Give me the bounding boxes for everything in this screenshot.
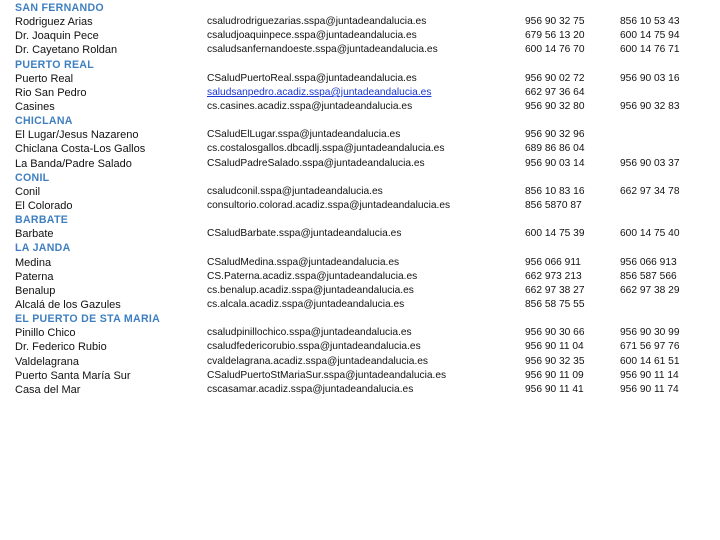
center-phone-primary: 856 5870 87 — [525, 199, 582, 211]
section-header — [0, 241, 720, 255]
table-row — [0, 100, 720, 114]
table-row — [0, 298, 720, 312]
section-header — [0, 213, 720, 227]
center-name: Casines — [15, 100, 55, 113]
center-phone-primary: 956 90 02 72 — [525, 72, 585, 84]
center-phone-secondary: 600 14 61 51 — [620, 355, 680, 367]
center-email: cs.alcala.acadiz.sspa@juntadeandalucia.es — [207, 298, 405, 310]
center-email: cscasamar.acadiz.sspa@juntadeandalucia.es — [207, 383, 414, 395]
center-phone-primary: 956 066 911 — [525, 256, 581, 268]
section-title: EL PUERTO DE STA MARIA — [15, 313, 161, 326]
center-name: Medina — [15, 256, 52, 269]
center-phone-primary: 956 90 32 80 — [525, 100, 585, 112]
table-row — [0, 227, 720, 241]
center-name: Valdelagrana — [15, 355, 80, 368]
center-email: CS.Paterna.acadiz.sspa@juntadeandalucia.es — [207, 270, 418, 282]
center-email: csaludsanfernandoeste.sspa@juntadeandalucia.es — [207, 44, 438, 56]
center-phone-primary: 600 14 76 70 — [525, 44, 585, 56]
table-row — [0, 355, 720, 369]
center-phone-primary: 679 56 13 20 — [525, 30, 585, 42]
section-title: LA JANDA — [15, 242, 71, 255]
section-header — [0, 58, 720, 72]
center-name: Paterna — [15, 270, 54, 283]
center-email: CSaludMedina.sspa@juntadeandalucia.es — [207, 256, 400, 268]
table-row — [0, 142, 720, 156]
table-row — [0, 256, 720, 270]
center-phone-primary: 956 90 11 09 — [525, 369, 584, 381]
center-name: Rodriguez Arias — [15, 16, 93, 29]
center-email: CSaludPuertoReal.sspa@juntadeandalucia.es — [207, 72, 417, 84]
center-name: Chiclana Costa-Los Gallos — [15, 143, 146, 156]
center-phone-primary: 600 14 75 39 — [525, 228, 585, 240]
center-email: cvaldelagrana.acadiz.sspa@juntadeandalucia.es — [207, 355, 429, 367]
center-email: csaludjoaquinpece.sspa@juntadeandalucia.es — [207, 30, 417, 42]
center-phone-primary: 662 973 213 — [525, 270, 582, 282]
section-header — [0, 312, 720, 326]
center-phone-secondary: 956 90 11 74 — [620, 383, 679, 395]
center-phone-secondary: 600 14 76 71 — [620, 44, 680, 56]
center-phone-secondary: 671 56 97 76 — [620, 341, 680, 353]
center-phone-secondary: 956 90 11 14 — [620, 369, 679, 381]
center-name: Conil — [15, 185, 41, 198]
center-name: Benalup — [15, 284, 56, 297]
table-row — [0, 29, 720, 43]
center-phone-secondary: 956 90 32 83 — [620, 100, 680, 112]
table-row — [0, 185, 720, 199]
center-name: Puerto Santa María Sur — [15, 369, 131, 382]
table-row — [0, 270, 720, 284]
table-row — [0, 157, 720, 171]
section-title: BARBATE — [15, 214, 69, 227]
center-email: csaludpinillochico.sspa@juntadeandalucia.es — [207, 327, 412, 339]
center-name: Dr. Joaquin Pece — [15, 30, 99, 43]
center-phone-secondary: 856 587 566 — [620, 270, 677, 282]
section-title: PUERTO REAL — [15, 58, 95, 71]
center-phone-primary: 856 10 83 16 — [525, 185, 585, 197]
section-title: CHICLANA — [15, 115, 73, 128]
table-row — [0, 284, 720, 298]
center-phone-primary: 956 90 32 96 — [525, 129, 585, 141]
table-row — [0, 72, 720, 86]
center-name: Dr. Federico Rubio — [15, 341, 107, 354]
center-phone-secondary: 662 97 34 78 — [620, 185, 680, 197]
center-phone-secondary: 956 066 913 — [620, 256, 677, 268]
center-phone-secondary: 956 90 03 16 — [620, 72, 680, 84]
center-email-link[interactable]: saludsanpedro.acadiz.sspa@juntadeandalucia.es — [207, 86, 432, 98]
center-email: csaludconil.sspa@juntadeandalucia.es — [207, 185, 383, 197]
table-row — [0, 128, 720, 142]
center-phone-primary: 956 90 32 35 — [525, 355, 585, 367]
section-title: SAN FERNANDO — [15, 2, 104, 14]
center-phone-primary: 956 90 30 66 — [525, 327, 585, 339]
center-phone-primary: 956 90 03 14 — [525, 157, 585, 169]
center-email: consultorio.colorad.acadiz.sspa@juntadeandalucia.es — [207, 199, 451, 211]
table-row — [0, 369, 720, 383]
section-title: CONIL — [15, 171, 50, 184]
center-name: Pinillo Chico — [15, 327, 76, 340]
center-phone-primary: 856 58 75 55 — [525, 298, 585, 310]
center-phone-secondary: 600 14 75 94 — [620, 30, 680, 42]
center-name: El Lugar/Jesus Nazareno — [15, 129, 139, 142]
center-email: csaludfedericorubio.sspa@juntadeandalucia.es — [207, 341, 421, 353]
table-row — [0, 15, 720, 29]
center-email: CSaludPadreSalado.sspa@juntadeandalucia.es — [207, 157, 425, 169]
section-header — [0, 114, 720, 128]
table-row — [0, 340, 720, 354]
center-name: Puerto Real — [15, 72, 74, 85]
table-row — [0, 326, 720, 340]
center-name: La Banda/Padre Salado — [15, 157, 132, 170]
center-name: El Colorado — [15, 199, 73, 212]
center-name: Barbate — [15, 228, 54, 241]
center-email: cs.benalup.acadiz.sspa@juntadeandalucia.es — [207, 284, 414, 296]
center-name: Alcalá de los Gazules — [15, 298, 121, 311]
center-phone-primary: 956 90 11 41 — [525, 383, 584, 395]
table-row — [0, 199, 720, 213]
center-name: Rio San Pedro — [15, 86, 87, 99]
center-phone-primary: 689 86 86 04 — [525, 143, 585, 155]
section-header — [0, 1, 720, 15]
center-email: cs.casines.acadiz.sspa@juntadeandalucia.es — [207, 100, 413, 112]
table-row — [0, 383, 720, 397]
center-phone-secondary: 956 90 03 37 — [620, 157, 680, 169]
health-center-directory — [0, 1, 720, 397]
center-email: CSaludElLugar.sspa@juntadeandalucia.es — [207, 129, 401, 141]
center-phone-secondary: 956 90 30 99 — [620, 327, 680, 339]
center-email: csaludrodriguezarias.sspa@juntadeandalucia.es — [207, 16, 427, 28]
center-phone-primary: 956 90 32 75 — [525, 16, 585, 28]
center-name: Dr. Cayetano Roldan — [15, 44, 118, 57]
center-phone-primary: 956 90 11 04 — [525, 341, 584, 353]
center-phone-primary: 662 97 36 64 — [525, 86, 585, 98]
center-phone-primary: 662 97 38 27 — [525, 284, 585, 296]
table-row — [0, 43, 720, 57]
table-row — [0, 86, 720, 100]
center-email: cs.costalosgallos.dbcadlj.sspa@juntadeandalucia.es — [207, 143, 445, 155]
center-phone-secondary: 856 10 53 43 — [620, 16, 680, 28]
center-name: Casa del Mar — [15, 383, 81, 396]
center-phone-secondary: 662 97 38 29 — [620, 284, 680, 296]
center-email: CSaludBarbate.sspa@juntadeandalucia.es — [207, 228, 402, 240]
center-email: CSaludPuertoStMariaSur.sspa@juntadeandalucia.es — [207, 369, 447, 381]
center-phone-secondary: 600 14 75 40 — [620, 228, 680, 240]
section-header — [0, 171, 720, 185]
